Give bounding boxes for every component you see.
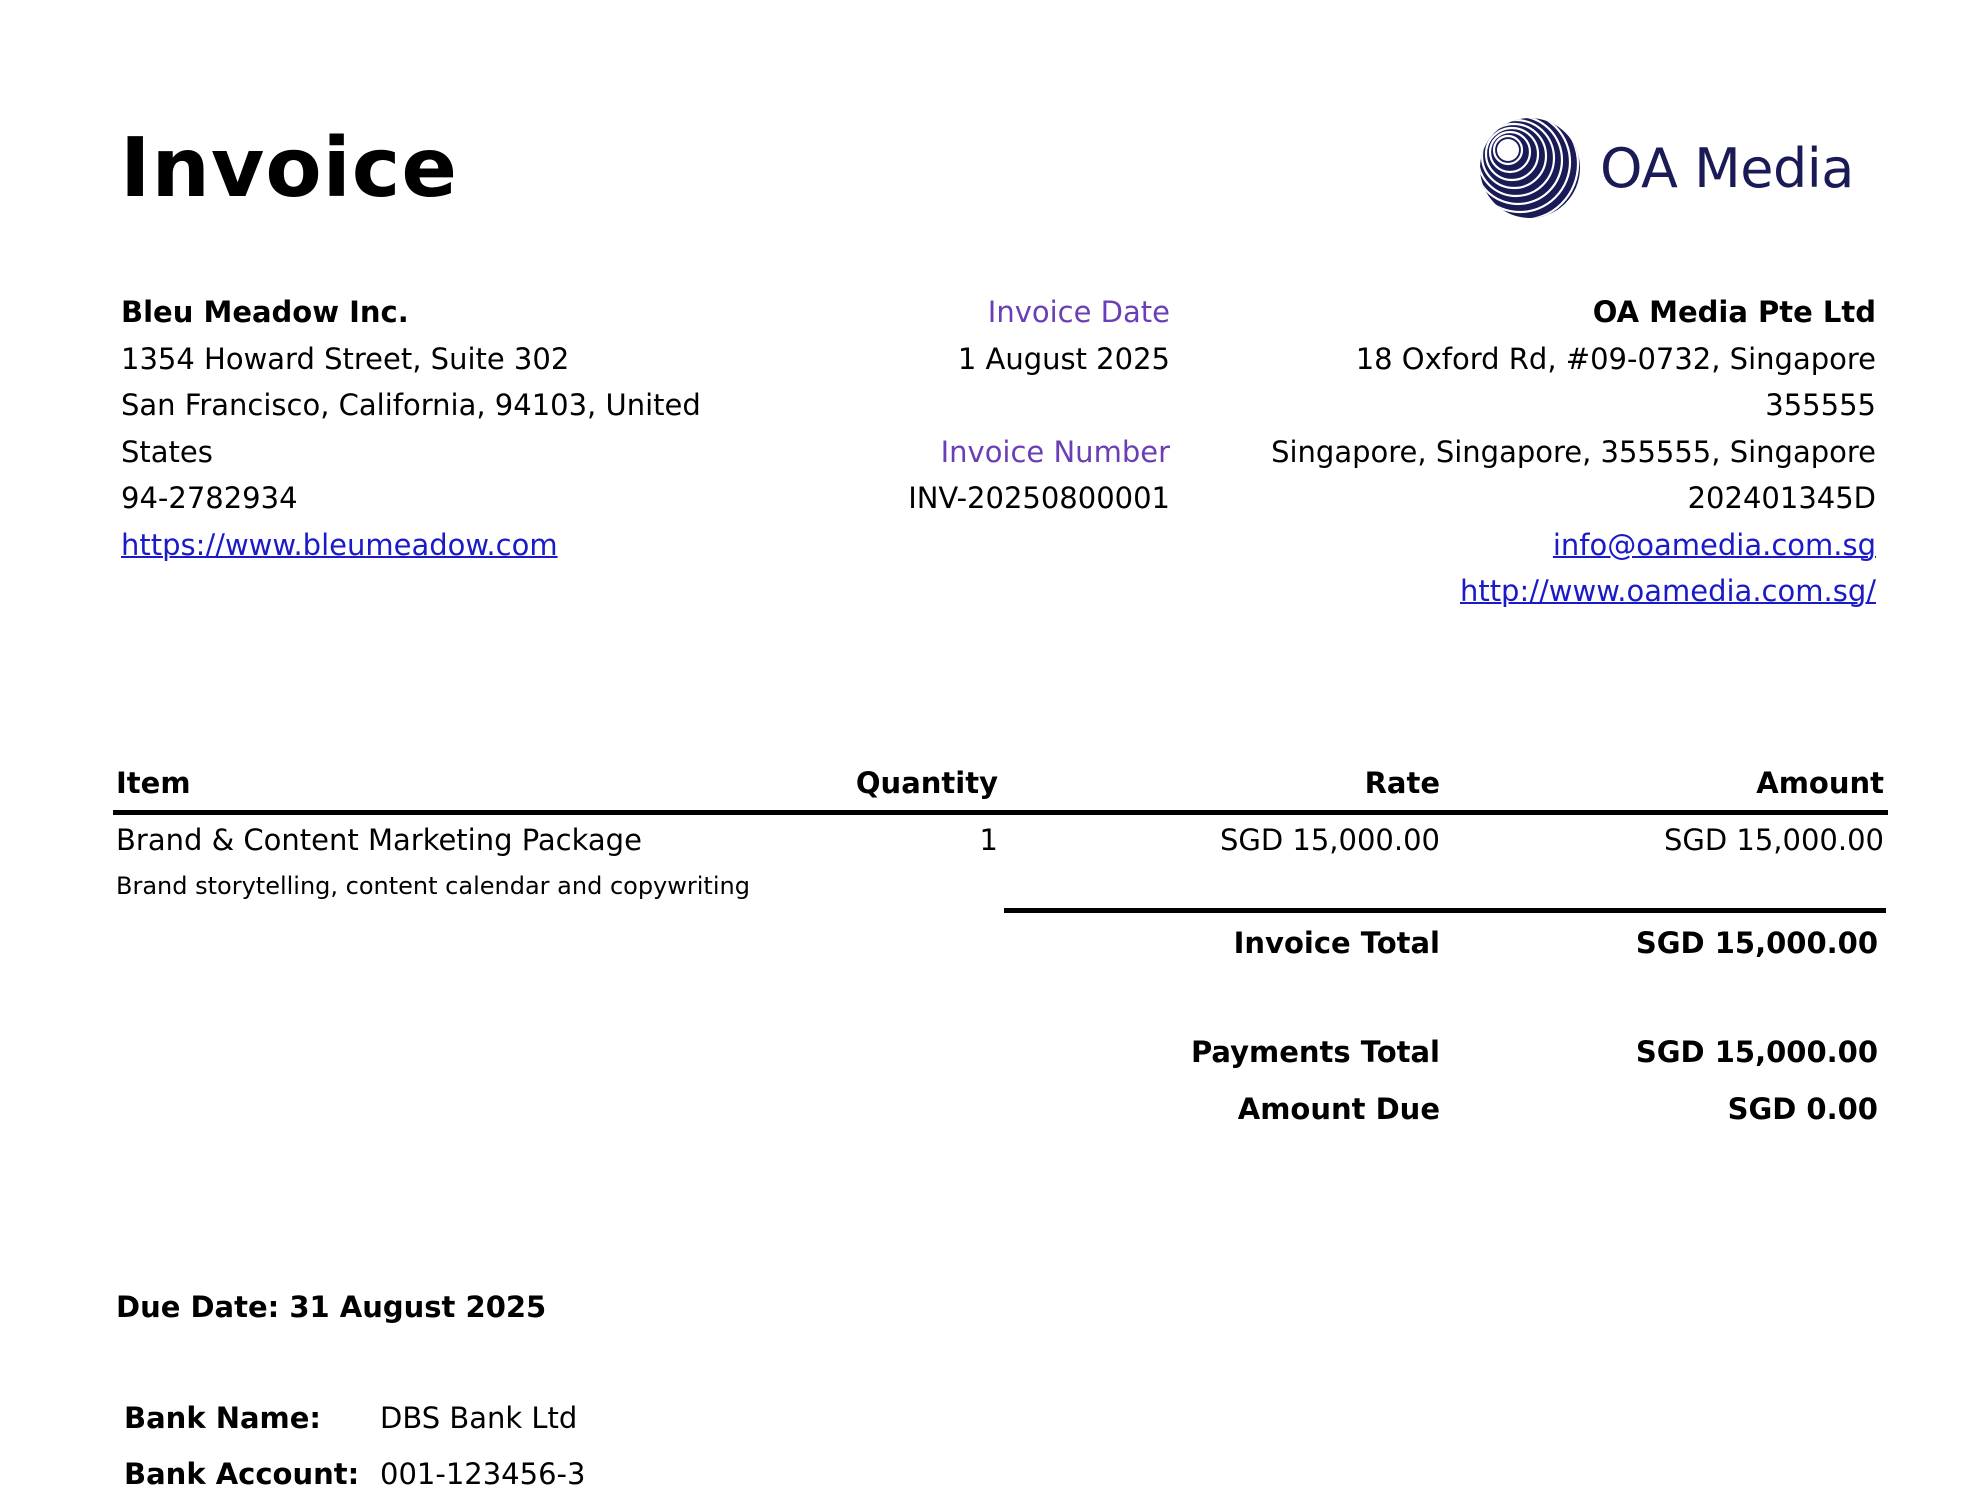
invoice-number-value: INV-20250800001 (908, 481, 1170, 515)
item-description: Brand storytelling, content calendar and copywriting (116, 872, 750, 900)
column-header-rate: Rate (1364, 766, 1440, 800)
invoice-number-label: Invoice Number (940, 434, 1170, 469)
client-name: Bleu Meadow Inc. (121, 295, 409, 329)
amount-due-label: Amount Due (1237, 1092, 1440, 1126)
payments-total-label: Payments Total (1190, 1035, 1440, 1069)
invoice-total-label: Invoice Total (1233, 926, 1440, 960)
item-amount: SGD 15,000.00 (1663, 823, 1884, 857)
bank-name-label: Bank Name: (124, 1401, 322, 1435)
company-logo (1478, 114, 1878, 222)
table-header-divider (113, 810, 1888, 815)
client-tax-id: 94-2782934 (121, 481, 298, 515)
invoice-date-value: 1 August 2025 (957, 341, 1170, 376)
bank-account-value: 001-123456-3 (380, 1457, 586, 1491)
bank-account-label: Bank Account: (124, 1457, 360, 1491)
client-website-link[interactable]: https://www.bleumeadow.com (121, 527, 558, 562)
logo-text: OA Media (1600, 136, 1854, 200)
column-header-item: Item (116, 766, 191, 800)
client-address-line3: States (121, 434, 213, 469)
seller-address-block (1200, 289, 1876, 615)
item-quantity: 1 (979, 823, 998, 857)
seller-name: OA Media Pte Ltd (1592, 295, 1876, 329)
invoice-total-value: SGD 15,000.00 (1635, 926, 1878, 960)
client-address-block (121, 289, 821, 568)
page-title: Invoice (120, 121, 459, 216)
seller-website-link[interactable]: http://www.oamedia.com.sg/ (1459, 574, 1876, 608)
client-address-line2: San Francisco, California, 94103, United (121, 388, 701, 422)
column-header-quantity: Quantity (855, 766, 998, 800)
invoice-date-label: Invoice Date (987, 295, 1170, 329)
item-name: Brand & Content Marketing Package (116, 823, 642, 857)
seller-address-line2: 355555 (1765, 388, 1876, 422)
amount-due-value: SGD 0.00 (1727, 1092, 1878, 1126)
column-header-amount: Amount (1756, 766, 1884, 800)
seller-address-line3: Singapore, Singapore, 355555, Singapore (1271, 434, 1876, 469)
due-date: Due Date: 31 August 2025 (116, 1290, 547, 1324)
bank-name-value: DBS Bank Ltd (380, 1401, 578, 1435)
totals-divider (1004, 908, 1886, 913)
invoice-meta-block (760, 289, 1170, 522)
payments-total-value: SGD 15,000.00 (1635, 1035, 1878, 1069)
concentric-circles-logo-icon (1478, 116, 1582, 220)
seller-email-link[interactable]: info@oamedia.com.sg (1552, 527, 1876, 562)
client-address-line1: 1354 Howard Street, Suite 302 (121, 341, 570, 376)
item-rate: SGD 15,000.00 (1219, 823, 1440, 857)
seller-registration: 202401345D (1687, 481, 1876, 515)
seller-address-line1: 18 Oxford Rd, #09-0732, Singapore (1355, 341, 1876, 376)
